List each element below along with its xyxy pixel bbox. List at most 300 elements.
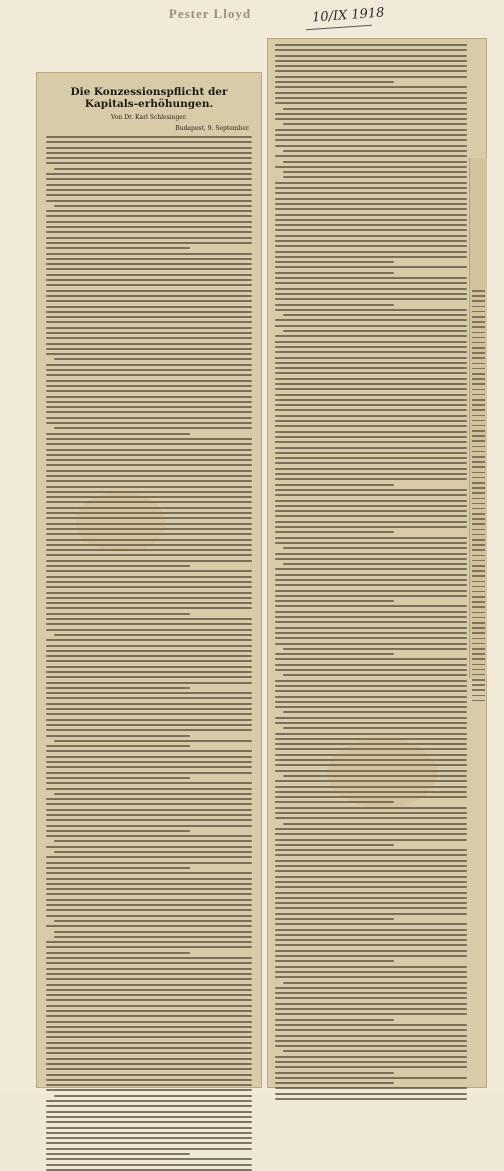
text-line	[283, 123, 467, 125]
text-line	[472, 404, 485, 406]
text-line	[46, 925, 252, 927]
text-line	[472, 622, 485, 624]
text-line	[46, 1068, 252, 1070]
text-line	[275, 854, 467, 856]
text-line	[46, 486, 252, 488]
text-line	[472, 674, 485, 676]
text-line	[275, 637, 467, 639]
text-line	[275, 44, 467, 46]
text-line	[275, 452, 467, 454]
text-line	[46, 650, 252, 652]
text-line	[472, 565, 485, 567]
text-line	[46, 284, 252, 286]
text-line	[46, 268, 252, 270]
text-line	[46, 147, 252, 149]
text-line	[275, 288, 467, 290]
text-line	[46, 1142, 252, 1144]
text-line	[275, 309, 467, 311]
text-line	[46, 1116, 252, 1118]
text-line	[472, 337, 485, 339]
text-line	[275, 473, 467, 475]
text-line	[472, 529, 485, 531]
text-line	[275, 187, 467, 189]
text-line	[275, 1045, 467, 1047]
text-line	[472, 306, 485, 308]
text-line	[275, 357, 467, 359]
text-line	[275, 892, 467, 894]
text-line	[275, 235, 467, 237]
text-line	[275, 886, 467, 888]
text-line	[275, 664, 467, 666]
text-line	[46, 152, 252, 154]
text-line	[46, 343, 252, 345]
text-line	[54, 840, 252, 842]
text-line	[46, 872, 252, 874]
text-line	[46, 984, 252, 986]
text-line	[472, 664, 485, 666]
text-line	[46, 560, 252, 562]
text-line	[275, 918, 394, 920]
text-line	[46, 369, 252, 371]
text-line	[283, 150, 467, 152]
text-line	[275, 425, 467, 427]
text-line	[46, 676, 252, 678]
text-line	[46, 835, 252, 837]
text-line	[46, 788, 252, 790]
text-line	[275, 245, 467, 247]
text-line	[472, 332, 485, 334]
text-line	[46, 332, 252, 334]
text-line	[275, 531, 394, 533]
text-line	[46, 565, 190, 567]
text-line	[46, 867, 190, 869]
text-line	[472, 648, 485, 650]
text-line	[283, 547, 467, 549]
text-line	[472, 534, 485, 536]
handwritten-date: 10/IX 1918	[311, 5, 385, 26]
text-line	[54, 851, 252, 853]
text-line	[275, 261, 394, 263]
text-line	[275, 521, 467, 523]
text-line	[46, 162, 252, 164]
text-line	[275, 976, 467, 978]
text-line	[46, 878, 252, 880]
text-line	[46, 1137, 252, 1139]
text-line	[46, 597, 252, 599]
text-line	[46, 666, 252, 668]
text-line	[275, 399, 467, 401]
text-line	[275, 997, 467, 999]
text-line	[275, 468, 467, 470]
text-line	[275, 484, 394, 486]
text-line	[472, 373, 485, 375]
text-line	[472, 326, 485, 328]
text-line	[275, 1035, 467, 1037]
text-line	[46, 1063, 252, 1065]
text-line	[275, 404, 467, 406]
text-line	[46, 237, 252, 239]
text-line	[46, 623, 252, 625]
clipping-left-column	[36, 72, 262, 1088]
text-line	[46, 178, 252, 180]
text-line	[46, 915, 252, 917]
text-line	[275, 542, 467, 544]
text-line	[275, 362, 467, 364]
text-line	[275, 494, 467, 496]
text-line	[275, 944, 467, 946]
text-line	[275, 441, 467, 443]
text-line	[275, 319, 467, 321]
text-line	[275, 86, 467, 88]
text-line	[275, 118, 467, 120]
text-line	[275, 49, 467, 51]
text-line	[275, 293, 467, 295]
text-line	[472, 415, 485, 417]
text-line	[275, 579, 467, 581]
text-line	[472, 383, 485, 385]
text-line	[46, 210, 252, 212]
text-line	[275, 971, 467, 973]
text-line	[54, 920, 252, 922]
text-line	[46, 221, 252, 223]
text-line	[275, 1013, 467, 1015]
text-line	[275, 1098, 467, 1100]
text-line	[472, 446, 485, 448]
text-line	[472, 300, 485, 302]
text-line	[46, 295, 252, 297]
text-line	[472, 695, 485, 697]
text-line	[46, 576, 252, 578]
text-line	[472, 700, 485, 702]
text-line	[46, 184, 252, 186]
text-line	[275, 129, 467, 131]
text-line	[275, 1056, 467, 1058]
text-line	[275, 256, 467, 258]
text-line	[46, 639, 252, 641]
text-line	[46, 883, 252, 885]
text-line	[275, 1003, 467, 1005]
newspaper-masthead: Pester Lloyd	[168, 6, 252, 21]
text-line	[46, 306, 252, 308]
text-line	[275, 680, 467, 682]
text-line	[46, 1132, 252, 1134]
text-line	[46, 242, 252, 244]
text-line	[46, 247, 190, 249]
text-line	[283, 176, 467, 178]
text-line	[46, 819, 252, 821]
text-line	[472, 575, 485, 577]
text-line	[472, 586, 485, 588]
text-line	[275, 372, 467, 374]
text-line	[275, 717, 467, 719]
text-line	[472, 555, 485, 557]
text-line	[275, 992, 467, 994]
text-line	[275, 515, 467, 517]
text-line	[275, 865, 467, 867]
text-line	[46, 316, 252, 318]
text-line	[472, 596, 485, 598]
text-line	[472, 342, 485, 344]
text-line	[46, 607, 252, 609]
text-line	[472, 311, 485, 313]
text-line	[46, 719, 252, 721]
text-line	[275, 600, 394, 602]
text-line	[472, 632, 485, 634]
text-line	[46, 766, 252, 768]
text-line	[275, 436, 467, 438]
article-body-left	[36, 136, 262, 1171]
text-line	[46, 411, 252, 413]
text-line	[46, 1158, 252, 1160]
text-line	[46, 570, 252, 572]
text-line	[46, 713, 252, 715]
text-line	[46, 141, 252, 143]
clipping-right-column	[267, 38, 487, 1088]
text-line	[472, 612, 485, 614]
text-line	[46, 1121, 252, 1123]
text-line	[275, 240, 467, 242]
text-line	[275, 282, 467, 284]
text-line	[46, 274, 252, 276]
text-line	[54, 740, 252, 742]
text-line	[275, 1019, 394, 1021]
text-line	[275, 1077, 467, 1079]
text-line	[275, 134, 467, 136]
text-line	[46, 380, 252, 382]
text-line	[46, 1047, 252, 1049]
text-line	[46, 957, 252, 959]
text-line	[275, 505, 467, 507]
text-line	[46, 909, 252, 911]
text-line	[46, 660, 252, 662]
text-line	[275, 1008, 467, 1010]
text-line	[54, 168, 252, 170]
text-line	[46, 973, 252, 975]
text-line	[275, 182, 467, 184]
text-line	[275, 166, 467, 168]
text-line	[46, 814, 252, 816]
text-line	[472, 295, 485, 297]
text-line	[283, 982, 467, 984]
text-line	[46, 735, 190, 737]
text-line	[46, 856, 252, 858]
text-line	[46, 300, 252, 302]
text-line	[46, 1089, 252, 1091]
text-line	[275, 266, 467, 268]
text-line	[46, 1079, 252, 1081]
text-line	[472, 347, 485, 349]
text-line	[275, 611, 467, 613]
text-line	[472, 451, 485, 453]
text-line	[46, 697, 252, 699]
text-line	[46, 396, 252, 398]
text-line	[46, 253, 252, 255]
text-line	[46, 464, 252, 466]
text-line	[46, 772, 252, 774]
text-line	[46, 549, 252, 551]
text-line	[472, 669, 485, 671]
text-line	[275, 415, 467, 417]
text-line	[472, 290, 485, 292]
text-line	[275, 81, 394, 83]
text-line	[275, 346, 467, 348]
text-line	[46, 809, 252, 811]
text-line	[46, 157, 252, 159]
text-line	[283, 108, 467, 110]
text-line	[46, 692, 252, 694]
text-line	[46, 258, 252, 260]
text-line	[46, 454, 252, 456]
text-line	[54, 931, 252, 933]
text-line	[472, 601, 485, 603]
text-line	[46, 459, 252, 461]
text-line	[54, 936, 252, 938]
text-line	[275, 621, 467, 623]
text-line	[46, 263, 252, 265]
text-line	[46, 761, 252, 763]
text-line	[46, 592, 252, 594]
text-line	[275, 447, 467, 449]
text-line	[472, 461, 485, 463]
text-line	[275, 139, 467, 141]
text-line	[275, 844, 394, 846]
text-line	[472, 498, 485, 500]
text-line	[275, 923, 467, 925]
text-line	[46, 962, 252, 964]
text-line	[46, 480, 252, 482]
text-line	[46, 1036, 252, 1038]
text-line	[275, 335, 467, 337]
text-line	[46, 724, 252, 726]
text-line	[472, 689, 485, 691]
text-line	[472, 466, 485, 468]
text-line	[472, 357, 485, 359]
text-line	[472, 492, 485, 494]
text-line	[46, 968, 252, 970]
text-line	[275, 155, 467, 157]
text-line	[472, 487, 485, 489]
text-line	[275, 304, 394, 306]
text-line	[46, 390, 252, 392]
text-line	[275, 1087, 467, 1089]
text-line	[46, 279, 252, 281]
text-line	[472, 591, 485, 593]
text-line	[472, 316, 485, 318]
text-line	[46, 1005, 252, 1007]
text-line	[275, 383, 467, 385]
text-line	[46, 952, 190, 954]
text-line	[275, 913, 467, 915]
text-line	[275, 462, 467, 464]
text-line	[46, 438, 252, 440]
text-line	[46, 629, 252, 631]
text-line	[275, 706, 467, 708]
text-line	[46, 745, 190, 747]
text-line	[472, 420, 485, 422]
text-line	[275, 897, 467, 899]
text-line	[46, 554, 252, 556]
text-line	[472, 435, 485, 437]
text-line	[46, 1111, 252, 1113]
text-line	[275, 616, 467, 618]
text-line	[46, 645, 252, 647]
text-line	[275, 76, 467, 78]
text-line	[275, 1072, 394, 1074]
text-line	[275, 367, 467, 369]
text-line	[275, 1061, 467, 1063]
text-line	[275, 478, 467, 480]
text-line	[275, 960, 394, 962]
text-line	[46, 602, 252, 604]
text-line	[46, 337, 252, 339]
text-line	[275, 902, 467, 904]
text-line	[472, 425, 485, 427]
text-line	[275, 849, 467, 851]
text-line	[275, 860, 467, 862]
text-line	[283, 1050, 467, 1052]
text-line	[275, 341, 467, 343]
text-line	[472, 399, 485, 401]
text-line	[275, 627, 467, 629]
text-line	[275, 605, 467, 607]
text-line	[275, 55, 467, 57]
text-line	[472, 570, 485, 572]
text-line	[275, 696, 467, 698]
text-line	[46, 687, 190, 689]
text-line	[46, 189, 252, 191]
text-line	[46, 798, 252, 800]
text-line	[275, 1066, 467, 1068]
text-line	[54, 634, 252, 636]
text-line	[275, 489, 467, 491]
text-line	[472, 544, 485, 546]
text-line	[472, 503, 485, 505]
text-line	[275, 251, 467, 253]
article-byline: Von Dr. Karl Schlesinger.	[111, 114, 187, 121]
text-line	[472, 523, 485, 525]
text-line	[46, 422, 252, 424]
text-line	[275, 939, 467, 941]
text-line	[275, 420, 467, 422]
text-line	[275, 113, 467, 115]
text-line	[275, 966, 467, 968]
paper-stain	[76, 492, 166, 552]
text-line	[46, 581, 252, 583]
text-line	[283, 171, 467, 173]
text-line	[472, 389, 485, 391]
text-line	[275, 722, 467, 724]
text-line	[275, 298, 467, 300]
text-line	[46, 1031, 252, 1033]
text-line	[275, 876, 467, 878]
text-line	[46, 1153, 190, 1155]
text-line	[275, 643, 467, 645]
text-line	[472, 508, 485, 510]
text-line	[46, 782, 252, 784]
text-line	[472, 581, 485, 583]
text-line	[275, 272, 394, 274]
text-line	[46, 348, 252, 350]
text-line	[46, 406, 252, 408]
text-line	[275, 409, 467, 411]
text-line	[46, 618, 252, 620]
text-line	[472, 518, 485, 520]
text-line	[275, 817, 467, 819]
text-line	[283, 563, 467, 565]
text-line	[46, 655, 252, 657]
text-line	[472, 352, 485, 354]
text-line	[283, 823, 467, 825]
